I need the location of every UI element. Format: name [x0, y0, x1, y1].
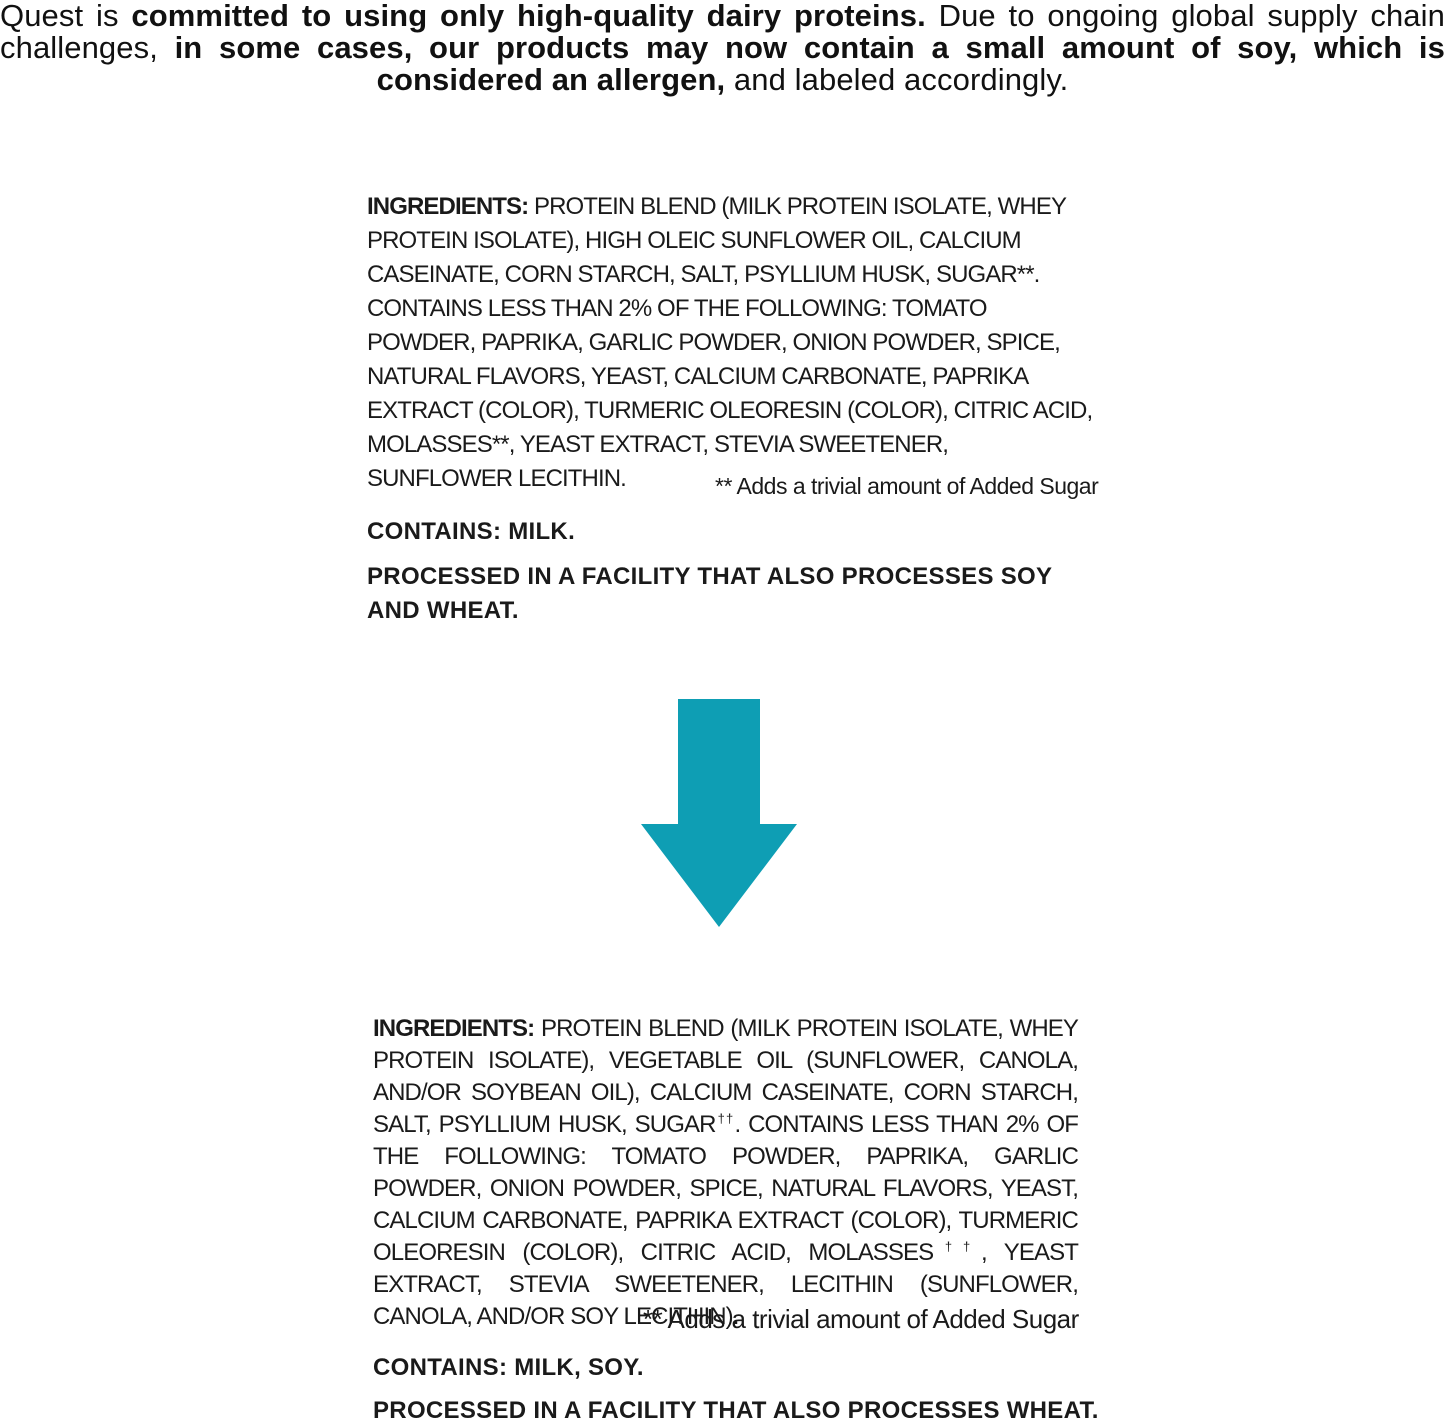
- notice-text-1: Quest is: [0, 0, 132, 33]
- new-ingredients-heading: INGREDIENTS:: [373, 1015, 535, 1042]
- old-ingredients-text: PROTEIN BLEND (MILK PROTEIN ISOLATE, WHEY PROTEIN ISOLATE), HIGH OLEIC SUNFLOWER OIL, CALCIUM CASEINATE, CORN STARCH, SALT, PSYLLIUM HUSK, SUGAR**. CONTAINS LESS THAN 2% OF THE FOLLOWING: TOMATO POWDER, PAPRIKA, GARLIC POWDER, ONION POWDER, SPICE, NATURAL FLAVORS, YEAST, CALCIUM CARBONATE, PAPRIKA EXTRACT (COLOR), TURMERIC OLEORESIN (COLOR), CITRIC ACID, MOLASSES**, YEAST EXTRACT, STEVIA SWEETENER, SUNFLOWER LECITHIN.: [367, 193, 1093, 492]
- notice-text-3: and labeled accordingly.: [725, 62, 1069, 97]
- old-added-sugar-footnote: ** Adds a trivial amount of Added Sugar: [715, 473, 1099, 499]
- arrow-down-icon: [641, 699, 797, 927]
- new-ingredients-text-2: . CONTAINS LESS THAN 2% OF THE FOLLOWING: TOMATO POWDER, PAPRIKA, GARLIC POWDER, ONION POWDER, SPICE, NATURAL FLAVORS, YEAST, CALCIUM CARBONATE, PAPRIKA EXTRACT (COLOR), TURMERIC OLEORESIN (COLOR), CITRIC ACID, MOLASSES: [373, 1111, 1078, 1266]
- new-ingredients-text-3: , YEAST EXTRACT, STEVIA SWEETENER, LECITHIN (SUNFLOWER, CANOLA, AND/OR SOY LECITHIN).: [373, 1239, 1078, 1330]
- new-contains-statement: CONTAINS: MILK, SOY.: [373, 1354, 644, 1381]
- old-ingredients-list: [367, 190, 1097, 496]
- old-contains-statement: CONTAINS: MILK.: [367, 518, 576, 545]
- new-facility-statement: PROCESSED IN A FACILITY THAT ALSO PROCESSES WHEAT.: [373, 1397, 1099, 1424]
- new-ingredients-text-1: PROTEIN BLEND (MILK PROTEIN ISOLATE, WHEY PROTEIN ISOLATE), VEGETABLE OIL (SUNFLOWER, CANOLA, AND/OR SOYBEAN OIL), CALCIUM CASEINATE, CORN STARCH, SALT, PSYLLIUM HUSK, SUGAR: [373, 1015, 1078, 1138]
- new-ingredients-list: [373, 1013, 1078, 1333]
- new-added-sugar-footnote: ** Adds a trivial amount of Added Sugar: [643, 1304, 1079, 1334]
- dagger-mark: ††: [715, 1111, 735, 1126]
- notice-soy-warning: in some cases, our products may now contain a small amount of soy, which is considered an allergen,: [174, 30, 1445, 97]
- notice-text-2: Due to ongoing global supply chain challenges,: [0, 0, 1445, 65]
- dagger-mark: ††: [933, 1239, 981, 1254]
- old-ingredients-heading: INGREDIENTS:: [367, 193, 529, 220]
- old-ingredients-panel: [367, 190, 1097, 496]
- new-ingredients-panel: [373, 1013, 1078, 1333]
- old-facility-statement: PROCESSED IN A FACILITY THAT ALSO PROCESSES SOY AND WHEAT.: [367, 563, 1052, 624]
- arrow-shape: [641, 699, 797, 927]
- supply-notice: [0, 0, 1445, 96]
- notice-commitment: committed to using only high-quality dairy proteins.: [131, 0, 926, 33]
